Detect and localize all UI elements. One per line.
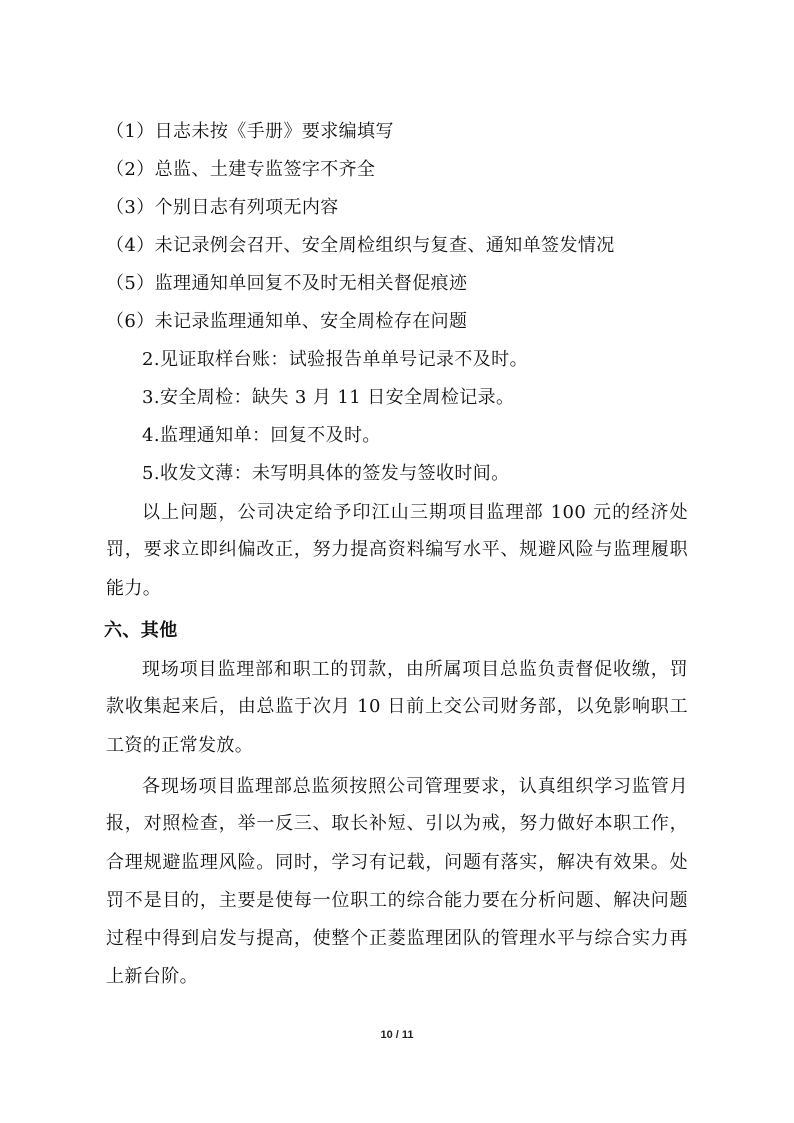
paragraph-line: 以上问题，公司决定给予印江山三期项目监理部 100 元的经济处	[142, 502, 688, 523]
list-item: （5）监理通知单回复不及时无相关督促痕迹	[106, 273, 468, 294]
paragraph-line: 上新台阶。	[106, 966, 198, 987]
paragraph-line: 各现场项目监理部总监须按照公司管理要求，认真组织学习监管月	[142, 776, 688, 797]
paragraph-line: 工资的正常发放。	[106, 735, 254, 756]
paragraph-line: 过程中得到启发与提高，使整个正菱监理团队的管理水平与综合实力再	[106, 928, 688, 949]
paragraph-line: 罚不是目的，主要是使每一位职工的综合能力要在分析问题、解决问题	[106, 890, 688, 911]
section-heading: 六、其他	[104, 620, 178, 641]
list-item: 5.收发文薄：未写明具体的签发与签收时间。	[142, 463, 510, 484]
list-item: （3）个别日志有列项无内容	[106, 197, 339, 218]
list-item: （4）未记录例会召开、安全周检组织与复查、通知单签发情况	[106, 235, 615, 256]
list-item: 2.见证取样台账：试验报告单单号记录不及时。	[142, 349, 528, 370]
paragraph-line: 罚，要求立即纠偏改正，努力提高资料编写水平、规避风险与监理履职	[106, 539, 688, 560]
paragraph-line: 报，对照检查，举一反三、取长补短、引以为戒，努力做好本职工作，	[106, 813, 688, 834]
paragraph-line: 现场项目监理部和职工的罚款，由所属项目总监负责督促收缴，罚	[142, 659, 688, 680]
list-item: （1）日志未按《手册》要求编填写	[106, 121, 394, 142]
list-item: （6）未记录监理通知单、安全周检存在问题	[106, 311, 468, 332]
paragraph-line: 能力。	[106, 578, 162, 599]
paragraph-line: 款收集起来后，由总监于次月 10 日前上交公司财务部，以免影响职工	[106, 696, 688, 717]
paragraph-line: 合理规避监理风险。同时，学习有记载，问题有落实，解决有效果。处	[106, 852, 688, 873]
list-item: （2）总监、土建专监签字不齐全	[106, 159, 376, 180]
page-number: 10 / 11	[380, 1029, 414, 1041]
list-item: 4.监理通知单：回复不及时。	[142, 425, 381, 446]
list-item: 3.安全周检：缺失 3 月 11 日安全周检记录。	[142, 387, 515, 408]
